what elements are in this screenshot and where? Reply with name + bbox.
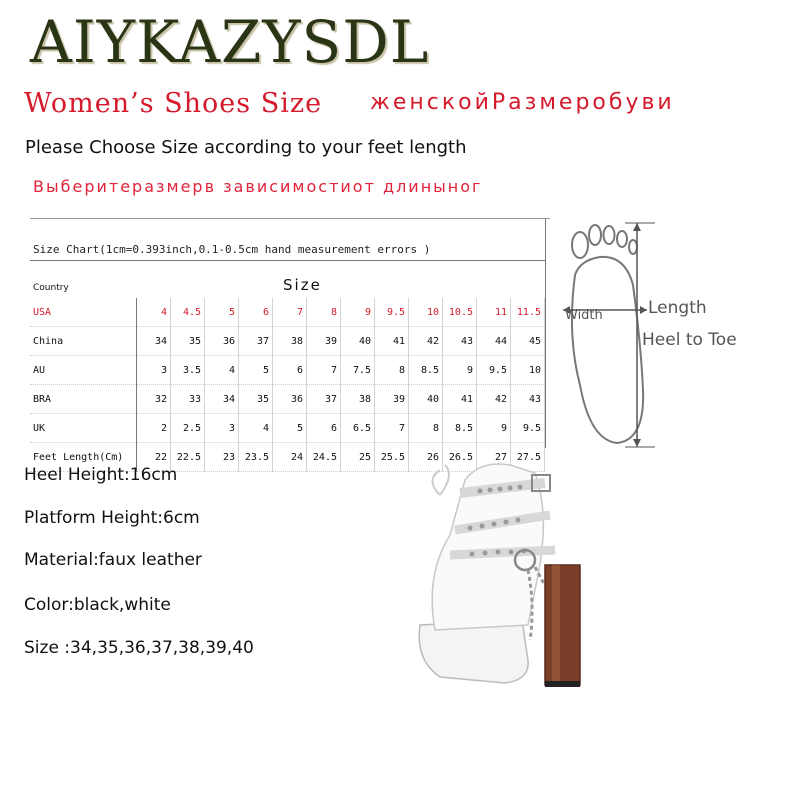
toe-2-shape: [589, 225, 601, 245]
table-cell: 33: [171, 385, 205, 414]
row-label: Feet Length(Cm): [30, 443, 137, 472]
table-cell: 36: [273, 385, 307, 414]
table-cell: 32: [137, 385, 171, 414]
table-cell: 41: [443, 385, 477, 414]
big-toe-shape: [572, 232, 588, 258]
table-cell: 24: [273, 443, 307, 472]
table-cell: 23.5: [239, 443, 273, 472]
table-cell: 44: [477, 327, 511, 356]
row-label: China: [30, 327, 137, 356]
table-cell: 10.5: [443, 298, 477, 327]
boot-strap-lower: [450, 550, 555, 555]
table-cell: 2: [137, 414, 171, 443]
foot-outline: [572, 257, 643, 443]
table-cell: 40: [409, 385, 443, 414]
table-cell: 7: [307, 356, 341, 385]
table-cell: 26.5: [443, 443, 477, 472]
table-cell: 34: [137, 327, 171, 356]
table-cell: 3: [137, 356, 171, 385]
table-cell: 25.5: [375, 443, 409, 472]
table-cell: 8: [409, 414, 443, 443]
table-cell: 37: [307, 385, 341, 414]
table-row: [30, 385, 545, 414]
platform-height-spec: Platform Height:6cm: [24, 508, 200, 528]
table-row: [30, 298, 545, 327]
table-cell: 5: [239, 356, 273, 385]
table-cell: 11: [477, 298, 511, 327]
table-cell: 22: [137, 443, 171, 472]
width-label: Width: [565, 308, 603, 323]
lace-bow: [433, 465, 450, 495]
row-label: USA: [30, 298, 137, 327]
toe-4-shape: [617, 231, 627, 247]
table-cell: 6: [239, 298, 273, 327]
table-cell: 6.5: [341, 414, 375, 443]
table-cell: 2.5: [171, 414, 205, 443]
table-cell: 45: [511, 327, 545, 356]
table-cell: 10: [511, 356, 545, 385]
table-cell: 6: [307, 414, 341, 443]
table-row: [30, 356, 545, 385]
table-cell: 7: [375, 414, 409, 443]
table-cell: 38: [273, 327, 307, 356]
row-label: BRA: [30, 385, 137, 414]
size-chart-caption: Size Chart(1cm=0.393inch,0.1-0.5cm hand measurement errors ): [33, 243, 431, 256]
table-cell: 35: [239, 385, 273, 414]
table-cell: 9.5: [477, 356, 511, 385]
table-cell: 34: [205, 385, 239, 414]
table-cell: 4.5: [171, 298, 205, 327]
chart-caption-divider: [30, 260, 545, 261]
table-cell: 41: [375, 327, 409, 356]
table-cell: 3: [205, 414, 239, 443]
table-cell: 35: [171, 327, 205, 356]
table-cell: 8.5: [443, 414, 477, 443]
boot-product-image: [410, 455, 600, 695]
table-cell: 9.5: [511, 414, 545, 443]
table-cell: 4: [137, 298, 171, 327]
table-cell: 25: [341, 443, 375, 472]
table-cell: 39: [307, 327, 341, 356]
size-spec: Size :34,35,36,37,38,39,40: [24, 638, 254, 658]
table-row: [30, 327, 545, 356]
table-cell: 8.5: [409, 356, 443, 385]
table-cell: 40: [341, 327, 375, 356]
table-cell: 10: [409, 298, 443, 327]
table-cell: 27: [477, 443, 511, 472]
table-cell: 9: [443, 356, 477, 385]
toe-3-shape: [604, 226, 615, 244]
table-cell: 9: [341, 298, 375, 327]
table-cell: 43: [443, 327, 477, 356]
table-cell: 5: [205, 298, 239, 327]
table-cell: 8: [307, 298, 341, 327]
heel-to-toe-label: Heel to Toe: [642, 330, 737, 350]
length-label: Length: [648, 298, 707, 318]
table-cell: 36: [205, 327, 239, 356]
table-cell: 26: [409, 443, 443, 472]
table-cell: 11.5: [511, 298, 545, 327]
color-spec: Color:black,white: [24, 595, 171, 615]
material-spec: Material:faux leather: [24, 550, 202, 570]
table-cell: 27.5: [511, 443, 545, 472]
size-chart-table: [30, 298, 545, 472]
table-cell: 7: [273, 298, 307, 327]
title-english: Women’s Shoes Size: [24, 88, 323, 119]
chart-right-border: [545, 218, 546, 448]
size-note-russian: Выберитеразмерв зависимостиот длиныног: [33, 177, 483, 196]
table-row: [30, 414, 545, 443]
table-cell: 7.5: [341, 356, 375, 385]
table-cell: 42: [409, 327, 443, 356]
size-column-header: Size: [283, 276, 322, 294]
table-cell: 39: [375, 385, 409, 414]
table-cell: 24.5: [307, 443, 341, 472]
table-cell: 38: [341, 385, 375, 414]
table-cell: 3.5: [171, 356, 205, 385]
table-cell: 43: [511, 385, 545, 414]
table-cell: 4: [205, 356, 239, 385]
heel-height-spec: Heel Height:16cm: [24, 465, 178, 485]
table-cell: 23: [205, 443, 239, 472]
table-cell: 22.5: [171, 443, 205, 472]
row-label: AU: [30, 356, 137, 385]
country-column-header: Country: [33, 283, 69, 293]
table-cell: 8: [375, 356, 409, 385]
title-russian: женскойРазмеробуви: [370, 90, 675, 115]
boot-heel: [545, 565, 580, 685]
table-cell: 9.5: [375, 298, 409, 327]
table-cell: 5: [273, 414, 307, 443]
heel-tip: [545, 681, 580, 687]
table-cell: 9: [477, 414, 511, 443]
table-cell: 6: [273, 356, 307, 385]
toe-5-shape: [629, 240, 637, 254]
row-label: UK: [30, 414, 137, 443]
chart-top-border: [30, 218, 550, 219]
table-cell: 4: [239, 414, 273, 443]
table-cell: 42: [477, 385, 511, 414]
table-cell: 37: [239, 327, 273, 356]
size-note-english: Please Choose Size according to your feet length: [25, 137, 467, 158]
brand-logo: AIYKAZYSDL: [30, 8, 430, 76]
